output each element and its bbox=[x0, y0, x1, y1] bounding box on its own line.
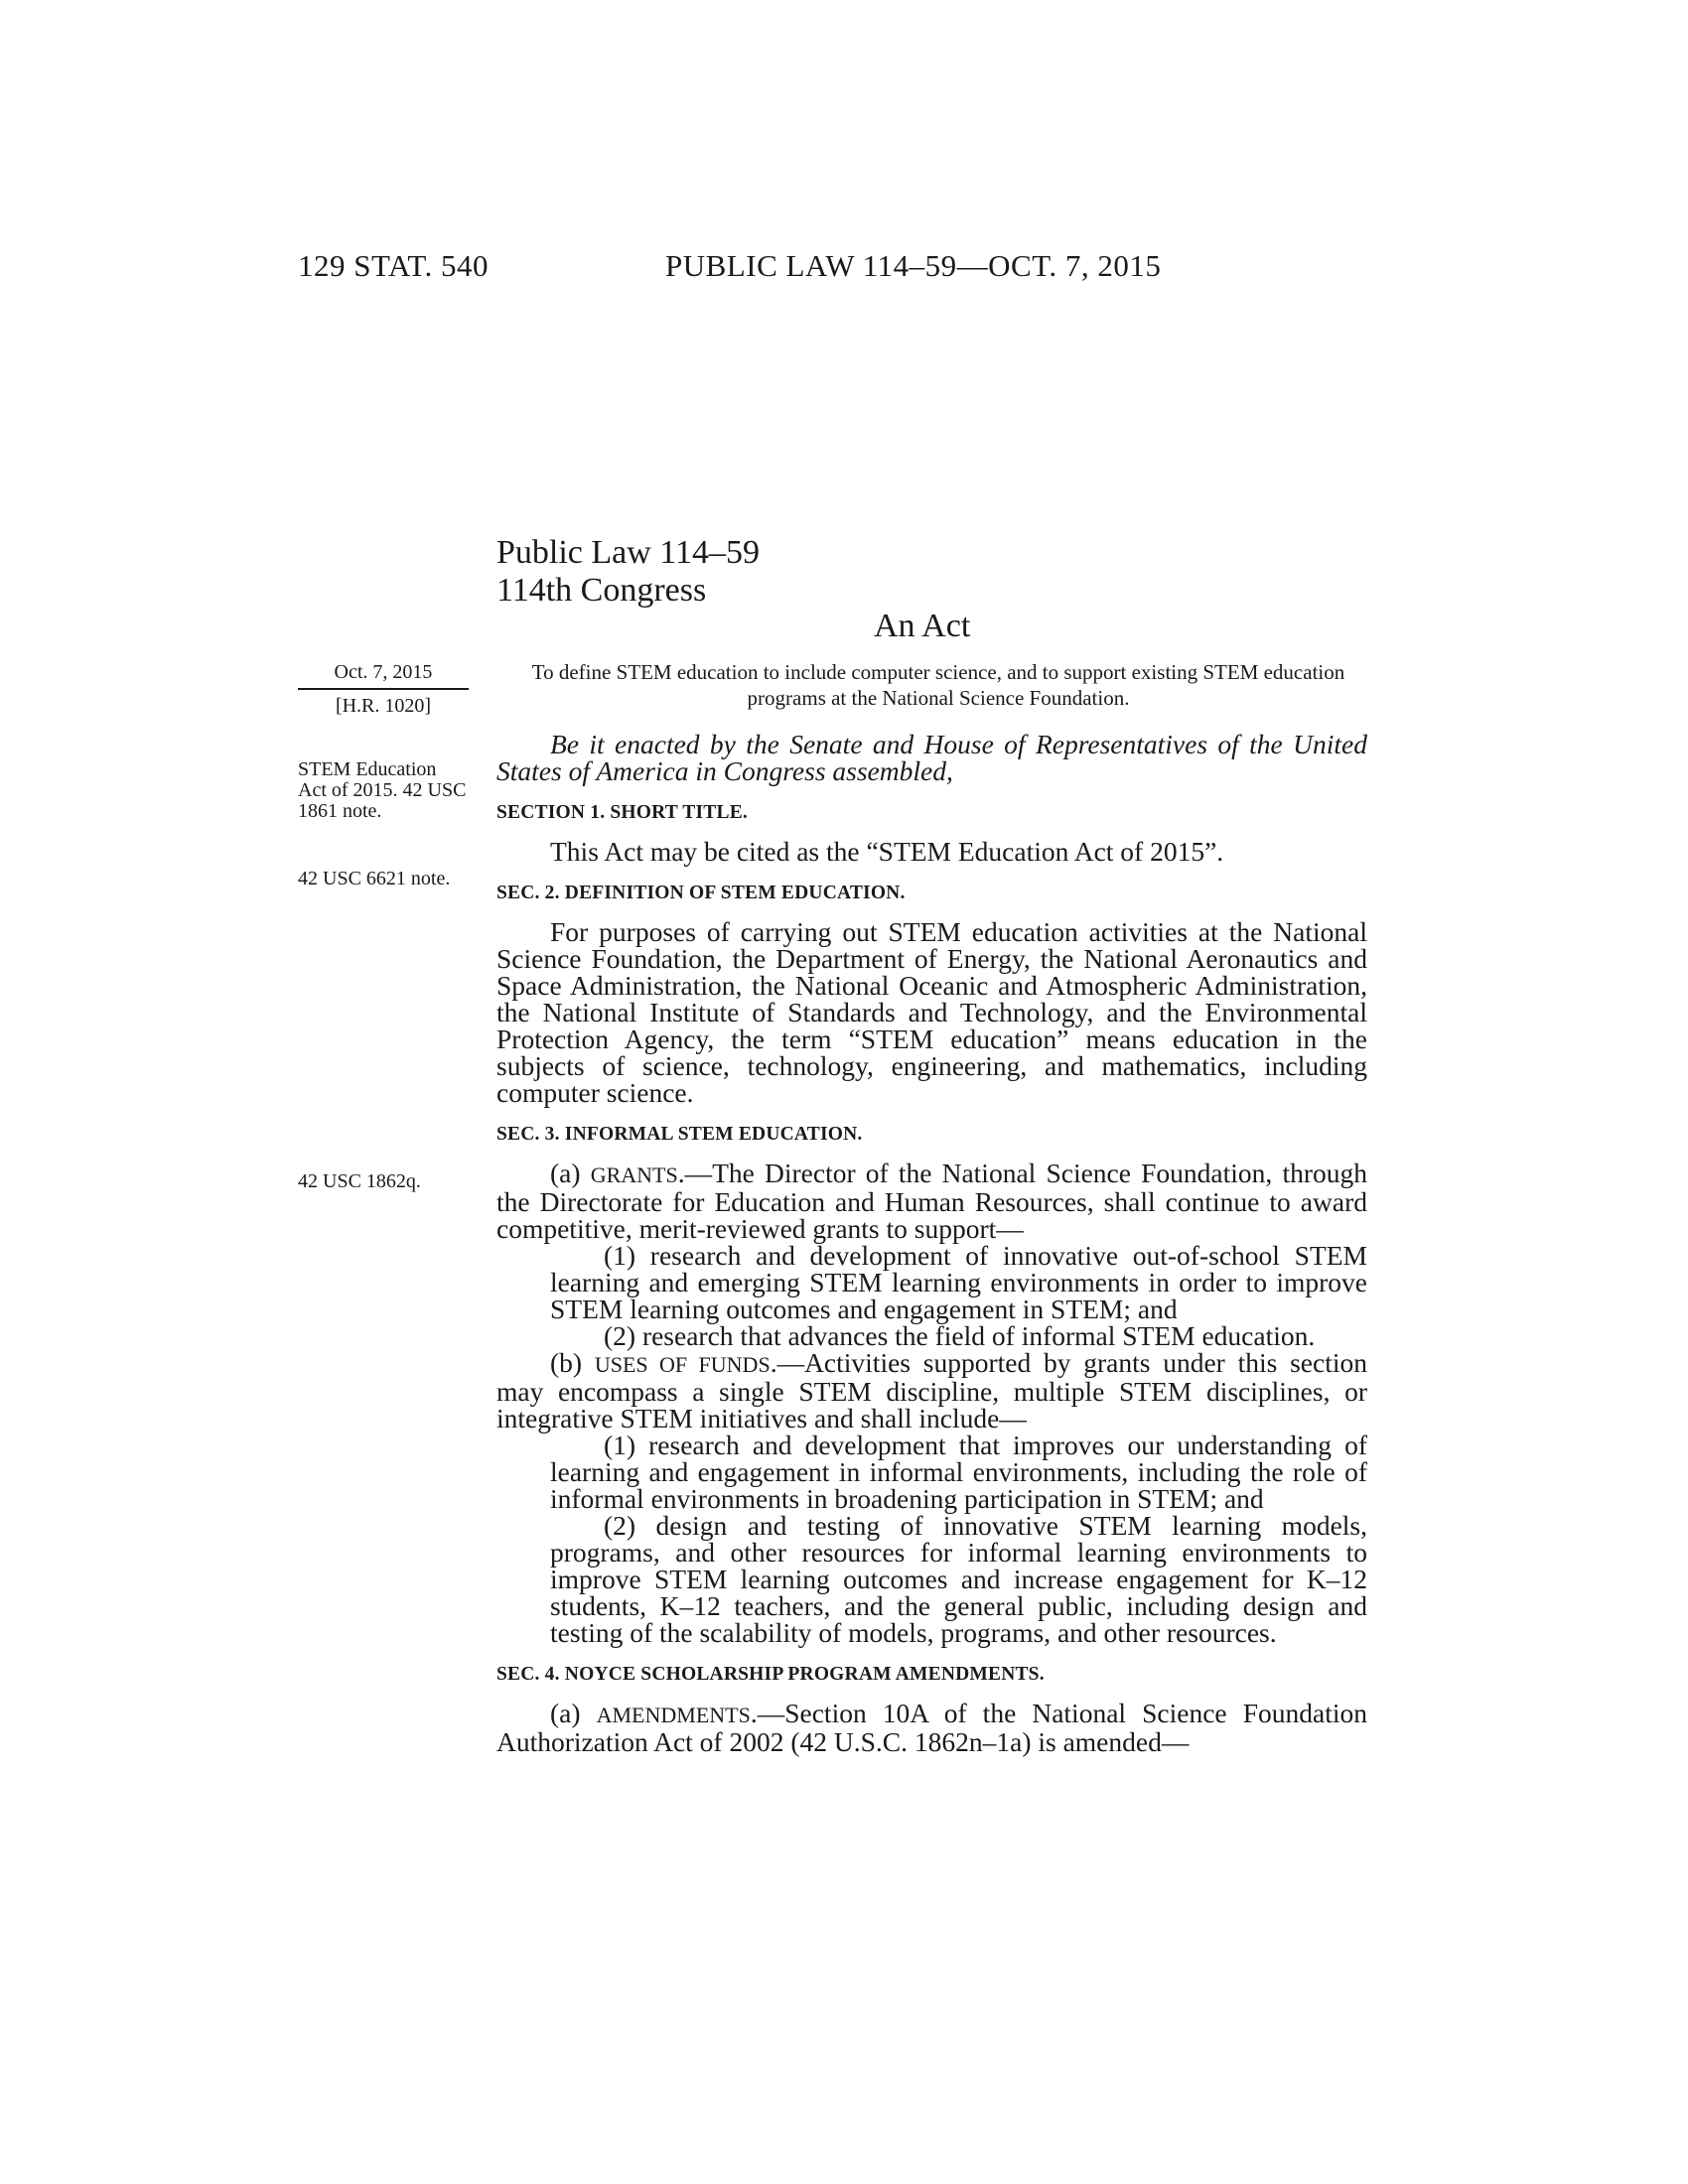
enacting-clause: Be it enacted by the Senate and House of Representatives of the United States of America in Congress assembled, bbox=[496, 729, 1367, 786]
subsection-caption: GRANTS bbox=[590, 1162, 678, 1187]
section-3-b-paragraph-1: (1) research and development that improves our understanding of learning and engagement in informal environments, including the role of informal environments in broadening participation in STEM; and bbox=[550, 1430, 1367, 1514]
subsection-label: (a) bbox=[550, 1698, 597, 1728]
running-head: PUBLIC LAW 114–59—OCT. 7, 2015 bbox=[665, 248, 1162, 283]
subsection-label: (b) bbox=[550, 1347, 595, 1378]
subsection-caption: USES OF FUNDS bbox=[594, 1352, 771, 1377]
section-3-heading: SEC. 3. INFORMAL STEM EDUCATION. bbox=[496, 1124, 863, 1145]
congress-number: 114th Congress bbox=[496, 572, 707, 609]
section-1-text: This Act may be cited as the “STEM Education Act of 2015”. bbox=[550, 836, 1224, 867]
subsection-text: .—Activities supported by grants under this section may encompass a single STEM discipline, multiple STEM disciplines, or integrative STEM initiatives and shall include— bbox=[496, 1347, 1367, 1433]
margin-note-short-title: STEM Education Act of 2015. 42 USC 1861 note. bbox=[298, 758, 467, 822]
section-2-text: For purposes of carrying out STEM education activities at the National Science Foundation, the Department of Energy, the National Aeronautics and Space Administration, the National Oceanic and Atmospheric Administration, the National Institute of Standards and Technology, and the Environmental Protection Agency, the term “STEM education” means education in the subjects of science, technology, engineering, and mathematics, including computer science. bbox=[496, 916, 1367, 1108]
subsection-label: (a) bbox=[550, 1158, 591, 1188]
public-law-number: Public Law 114–59 bbox=[496, 534, 761, 571]
margin-bill-number: [H.R. 1020] bbox=[335, 695, 432, 717]
section-2-heading: SEC. 2. DEFINITION OF STEM EDUCATION. bbox=[496, 883, 906, 903]
section-4-subsection-a bbox=[496, 1700, 1367, 1755]
subsection-caption: AMENDMENTS bbox=[596, 1703, 751, 1727]
margin-divider bbox=[298, 688, 469, 690]
section-3-a-paragraph-2: (2) research that advances the field of informal STEM education. bbox=[604, 1320, 1316, 1351]
an-act-heading: An Act bbox=[874, 608, 971, 644]
margin-note-sec3: 42 USC 1862q. bbox=[298, 1170, 421, 1192]
section-3-subsection-a bbox=[496, 1160, 1367, 1242]
act-purpose: To define STEM education to include computer science, and to support existing STEM education programs at the National Science Foundation. bbox=[531, 660, 1345, 710]
margin-note-sec2: 42 USC 6621 note. bbox=[298, 868, 451, 889]
section-3-a-paragraph-1: (1) research and development of innovative out-of-school STEM learning and emerging STEM learning environments in order to improve STEM learning outcomes and engagement in STEM; and bbox=[550, 1240, 1367, 1324]
section-3-b-paragraph-2: (2) design and testing of innovative STEM learning models, programs, and other resources for informal learning environments to improve STEM learning outcomes and increase engagement for K–12 students, K–12 teachers, and the general public, including design and testing of the scalability of models, programs, and other resources. bbox=[550, 1510, 1367, 1648]
stat-page-number: 129 STAT. 540 bbox=[298, 248, 490, 283]
act-body bbox=[496, 731, 1367, 1755]
subsection-text: .—Section 10A of the National Science Foundation Authorization Act of 2002 (42 U.S.C. 1862n–1a) is amended— bbox=[496, 1698, 1367, 1757]
margin-date: Oct. 7, 2015 bbox=[334, 661, 433, 683]
section-3-subsection-b bbox=[496, 1349, 1367, 1432]
section-1-heading: SECTION 1. SHORT TITLE. bbox=[496, 802, 748, 823]
subsection-text: .—The Director of the National Science Foundation, through the Directorate for Education and Human Resources, shall continue to award competitive, merit-reviewed grants to support— bbox=[496, 1158, 1367, 1244]
section-4-heading: SEC. 4. NOYCE SCHOLARSHIP PROGRAM AMENDMENTS. bbox=[496, 1664, 1045, 1685]
